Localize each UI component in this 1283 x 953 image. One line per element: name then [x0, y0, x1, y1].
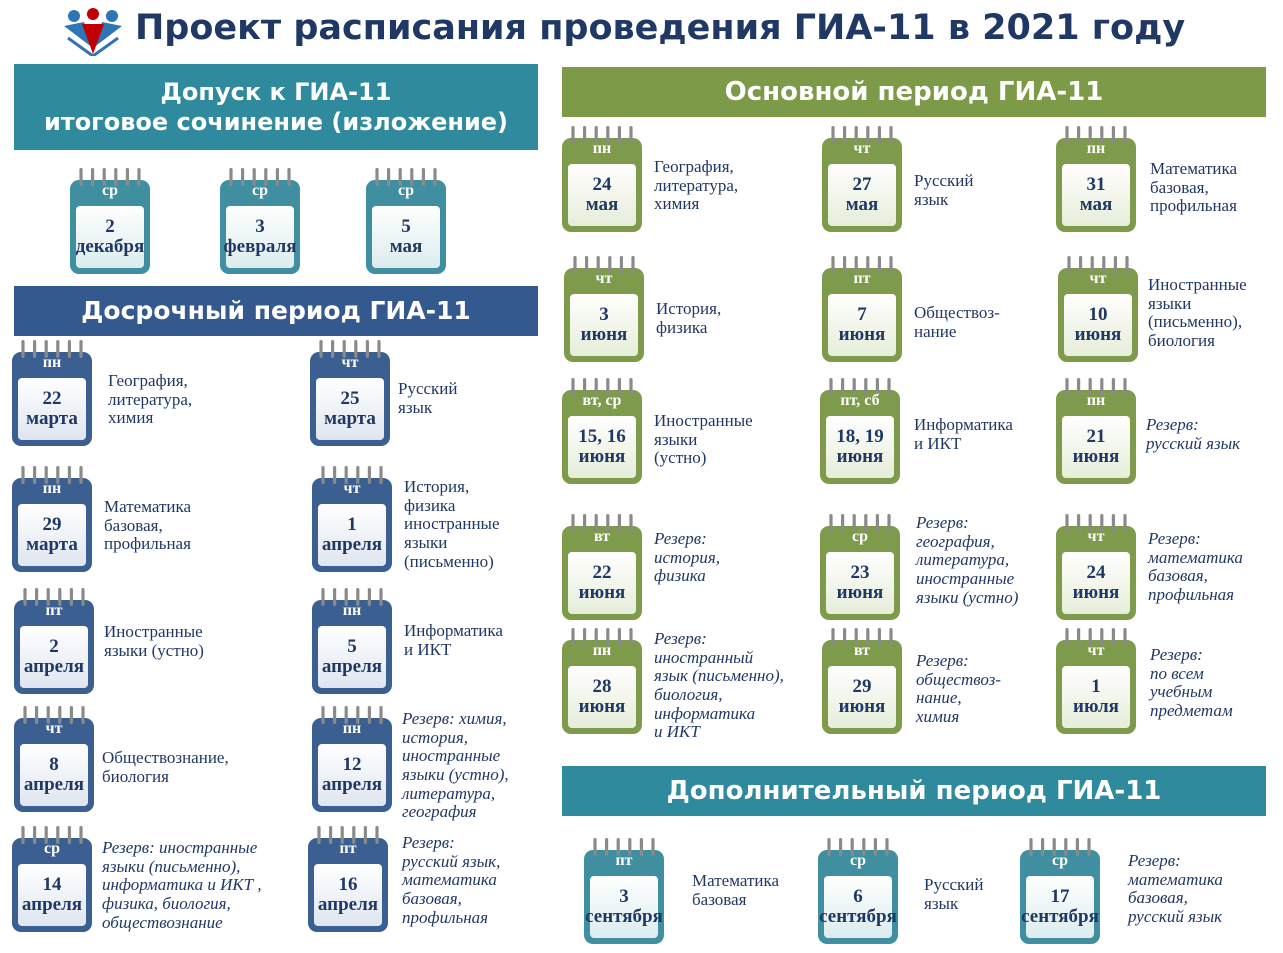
subject-line: Иностранные [654, 411, 753, 430]
month-name: июня [1072, 582, 1120, 603]
date-box [314, 864, 382, 926]
date-box [828, 294, 896, 356]
weekday-label: ср [852, 528, 868, 545]
main-subjects [1150, 646, 1233, 721]
main-calendar-card [820, 378, 900, 484]
month-name: марта [26, 408, 78, 429]
main-subjects [916, 514, 1018, 607]
main-calendar-card [562, 126, 642, 232]
main-calendar-card [1056, 378, 1136, 484]
day-number: 25 [340, 388, 360, 410]
additional-calendar-card [1020, 838, 1100, 944]
subject-line: обществоз- [916, 669, 1001, 689]
weekday-label: пн [592, 642, 612, 659]
early-calendar-card [312, 706, 392, 812]
main-calendar-card [562, 378, 642, 484]
subject-line: языки [654, 429, 698, 449]
weekday-label: пн [342, 602, 362, 619]
subject-line: Резерв: [916, 651, 969, 670]
day-number: 22 [42, 388, 62, 410]
day-number: 7 [857, 304, 867, 326]
day-number: 12 [342, 754, 362, 776]
early-subjects [102, 749, 229, 786]
day-number: 29 [852, 676, 872, 698]
subject-line: по всем [1150, 663, 1204, 683]
month-name: мая [1079, 194, 1113, 215]
day-number: 5 [401, 216, 411, 238]
early-subjects [104, 623, 204, 660]
additional-heading: Дополнительный период ГИА-11 [666, 775, 1162, 806]
day-number: 24 [1086, 562, 1106, 584]
subject-line: химия [916, 707, 960, 727]
subject-line: базовая, [1148, 566, 1208, 586]
weekday-label: пт [45, 602, 63, 619]
subject-line: Резерв: [916, 513, 969, 532]
day-number: 5 [347, 636, 357, 658]
early-subjects [402, 834, 500, 927]
main-calendar-card [822, 256, 902, 362]
main-banner [562, 67, 1266, 117]
subject-line: математика [1128, 869, 1223, 889]
main-subjects [914, 416, 1013, 453]
month-name: марта [26, 534, 78, 555]
day-number: 18, 19 [836, 426, 884, 448]
main-calendar-card [1056, 514, 1136, 620]
main-subjects [914, 172, 974, 209]
early-heading: Досрочный период ГИА-11 [81, 296, 471, 326]
subject-line: профильная [1150, 196, 1237, 216]
date-box [819, 876, 897, 938]
weekday-label: ср [44, 840, 60, 857]
subject-line: География, [108, 371, 188, 390]
subject-line: Обществоз- [914, 303, 1000, 322]
early-subjects [404, 478, 500, 571]
month-name: марта [324, 408, 376, 429]
date-box [568, 666, 636, 728]
subject-line: География, [654, 157, 734, 176]
weekday-label: пт [615, 852, 633, 869]
month-name: апреля [321, 774, 383, 795]
date-box [316, 378, 384, 440]
day-number: 21 [1086, 426, 1106, 448]
main-subjects [1148, 530, 1243, 605]
subject-line: информатика [654, 703, 756, 723]
date-box [20, 744, 88, 806]
month-name: июня [838, 696, 886, 717]
subject-line: нание, [916, 688, 962, 708]
subject-line: Русский [398, 379, 458, 398]
main-subjects [916, 652, 1001, 727]
month-name: июня [838, 324, 886, 345]
month-name: сентября [819, 906, 897, 927]
date-box [568, 416, 636, 478]
date-box [568, 164, 636, 226]
subject-line: Резерв: химия, [402, 709, 507, 728]
day-number: 2 [105, 216, 115, 238]
subject-line: язык (письменно), [654, 666, 784, 686]
subject-line: математика [1148, 547, 1243, 567]
day-number: 29 [42, 514, 62, 536]
weekday-label: пт [339, 840, 357, 857]
weekday-label: чт [1089, 270, 1107, 287]
date-box [318, 626, 386, 688]
day-number: 1 [347, 514, 357, 536]
subject-line: иностранные [404, 514, 500, 534]
additional-subjects [924, 876, 984, 913]
date-box [1021, 876, 1099, 938]
admission-calendar-card [70, 168, 150, 274]
subject-line: информатика и ИКТ , [102, 875, 262, 895]
subject-line: Резерв: [1150, 645, 1203, 664]
day-number: 14 [42, 874, 62, 896]
month-name: апреля [317, 894, 379, 915]
weekday-label: ср [252, 182, 268, 199]
subject-line: биология, [654, 685, 723, 705]
day-number: 22 [592, 562, 612, 584]
weekday-label: ср [102, 182, 118, 199]
subject-line: языки (письменно), [102, 856, 241, 876]
admission-heading-line1: Допуск к ГИА-11 [160, 78, 392, 106]
date-box [18, 378, 86, 440]
weekday-label: пн [592, 140, 612, 157]
early-subjects [402, 710, 509, 822]
subject-line: химия [108, 408, 154, 428]
weekday-label: пн [342, 720, 362, 737]
month-name: апреля [23, 774, 85, 795]
main-subjects [654, 530, 720, 586]
month-name: сентября [585, 906, 663, 927]
month-name: мая [845, 194, 879, 215]
month-name: апреля [321, 534, 383, 555]
subject-line: физика, биология, [102, 894, 231, 914]
subject-line: профильная [1148, 585, 1235, 605]
main-subjects [654, 630, 784, 742]
additional-calendar-card [818, 838, 898, 944]
subject-line: языки [404, 533, 448, 553]
subject-line: базовая, [402, 889, 462, 909]
subject-line: литература, [108, 389, 193, 409]
day-number: 16 [338, 874, 358, 896]
month-name: июля [1073, 696, 1119, 717]
date-box [826, 552, 894, 614]
early-calendar-card [312, 466, 392, 572]
main-calendar-card [822, 126, 902, 232]
weekday-label: пн [42, 354, 62, 371]
subject-line: Резерв: [402, 833, 455, 852]
date-box [585, 876, 663, 938]
subject-line: иностранные [916, 569, 1015, 589]
subject-line: и ИКТ [914, 433, 962, 453]
day-number: 8 [49, 754, 59, 776]
weekday-label: чт [853, 140, 871, 157]
subject-line: язык [914, 189, 949, 209]
main-subjects [656, 300, 721, 337]
date-box [1064, 294, 1132, 356]
subject-line: Обществознание, [102, 748, 229, 767]
subject-line: Резерв: [1128, 851, 1181, 870]
main-subjects [654, 412, 753, 468]
weekday-label: чт [1087, 642, 1105, 659]
date-box [1062, 416, 1130, 478]
subject-line: языки (устно) [104, 640, 204, 660]
month-name: июня [836, 446, 884, 467]
subject-line: Математика [104, 497, 192, 516]
date-box [372, 206, 440, 268]
day-number: 23 [850, 562, 870, 584]
subject-line: (устно) [654, 448, 707, 468]
subject-line: базовая, [1128, 888, 1188, 908]
subject-line: Иностранные [1148, 275, 1247, 294]
month-name: июня [1072, 446, 1120, 467]
date-box [1062, 164, 1130, 226]
month-name: июня [836, 582, 884, 603]
day-number: 3 [619, 886, 629, 908]
subject-line: язык [398, 397, 433, 417]
date-box [318, 744, 386, 806]
admission-heading-line2: итоговое сочинение (изложение) [43, 108, 509, 136]
weekday-label: чт [1087, 528, 1105, 545]
day-number: 31 [1086, 174, 1106, 196]
early-subjects [108, 372, 192, 428]
weekday-label: ср [1052, 852, 1068, 869]
subject-line: физика [654, 566, 706, 586]
subject-line: Русский [924, 875, 984, 894]
weekday-label: чт [595, 270, 613, 287]
subject-line: химия [654, 194, 700, 214]
main-calendar-card [562, 628, 642, 734]
subject-line: биология [1148, 331, 1215, 351]
weekday-label: ср [850, 852, 866, 869]
main-calendar-card [1056, 628, 1136, 734]
subject-line: учебным [1150, 682, 1213, 702]
month-name: июня [1074, 324, 1122, 345]
date-box [18, 504, 86, 566]
early-calendar-card [12, 826, 92, 932]
subject-line: базовая, [1150, 177, 1209, 197]
subject-line: Резерв: [654, 629, 707, 648]
day-number: 17 [1050, 886, 1070, 908]
subject-line: обществознание [102, 912, 223, 932]
date-box [828, 164, 896, 226]
subject-line: языки (устно), [402, 765, 509, 785]
weekday-label: вт [853, 642, 871, 659]
subject-line: (письменно), [1148, 312, 1243, 332]
day-number: 24 [592, 174, 612, 196]
subject-line: русский язык [1146, 433, 1241, 453]
subject-line: Математика [1150, 159, 1238, 178]
month-name: июня [578, 582, 626, 603]
main-calendar-card [1056, 126, 1136, 232]
main-subjects [1146, 416, 1240, 453]
date-box [76, 206, 144, 268]
subject-line: литература, [916, 550, 1010, 570]
month-name: апреля [23, 656, 85, 677]
weekday-label: пн [1086, 392, 1106, 409]
subject-line: Информатика [404, 621, 503, 640]
subject-line: нание [914, 321, 957, 341]
subject-line: история, [402, 727, 468, 747]
early-calendar-card [12, 340, 92, 446]
subject-line: язык [924, 893, 959, 913]
day-number: 27 [852, 174, 872, 196]
day-number: 3 [255, 216, 265, 238]
day-number: 1 [1091, 676, 1101, 698]
subject-line: Русский [914, 171, 974, 190]
subject-line: литература, [654, 175, 739, 195]
date-box [568, 552, 636, 614]
month-name: декабря [75, 236, 145, 257]
additional-subjects [1128, 852, 1223, 927]
subject-line: математика [402, 870, 497, 890]
early-subjects [404, 622, 503, 659]
day-number: 15, 16 [578, 426, 626, 448]
main-subjects [914, 304, 1000, 341]
subject-line: русский язык [1128, 907, 1223, 927]
date-box [18, 864, 86, 926]
subject-line: Информатика [914, 415, 1013, 434]
main-calendar-card [562, 514, 642, 620]
date-box [20, 626, 88, 688]
subject-line: Математика [692, 871, 780, 890]
weekday-label: чт [341, 354, 359, 371]
additional-banner [562, 766, 1266, 816]
weekday-label: пт [853, 270, 871, 287]
subject-line: Резерв: иностранные [102, 838, 258, 857]
month-name: апреля [321, 656, 383, 677]
subject-line: география, [916, 531, 995, 551]
day-number: 10 [1088, 304, 1108, 326]
date-box [1062, 552, 1130, 614]
main-subjects [1148, 276, 1247, 351]
weekday-label: вт, ср [582, 392, 622, 409]
weekday-label: пн [1086, 140, 1106, 157]
month-name: июня [578, 696, 626, 717]
weekday-label: пн [42, 480, 62, 497]
date-box [826, 416, 894, 478]
subject-line: Иностранные [104, 622, 203, 641]
subject-line: Резерв: [1146, 415, 1199, 434]
main-calendar-card [1058, 256, 1138, 362]
subject-line: (письменно) [404, 551, 494, 571]
day-number: 3 [599, 304, 609, 326]
main-calendar-card [564, 256, 644, 362]
subject-line: профильная [104, 534, 191, 554]
subject-line: история, [654, 547, 720, 567]
date-box [318, 504, 386, 566]
subject-line: профильная [402, 907, 489, 927]
main-calendar-card [820, 514, 900, 620]
main-heading: Основной период ГИА-11 [724, 76, 1104, 107]
weekday-label: ср [398, 182, 414, 199]
subject-line: История, [656, 299, 722, 318]
admission-banner [14, 64, 538, 150]
subject-line: иностранные [402, 746, 501, 766]
early-subjects [104, 498, 191, 554]
early-subjects [102, 839, 262, 932]
subject-line: языки [1148, 293, 1192, 313]
weekday-label: пт, сб [840, 392, 880, 409]
month-name: апреля [21, 894, 83, 915]
subject-line: и ИКТ [404, 639, 452, 659]
date-box [570, 294, 638, 356]
day-number: 28 [592, 676, 612, 698]
month-name: мая [585, 194, 619, 215]
early-calendar-card [308, 826, 388, 932]
subject-line: иностранный [654, 647, 754, 667]
admission-calendar-card [220, 168, 300, 274]
subject-line: физика [404, 495, 456, 515]
month-name: июня [578, 446, 626, 467]
early-calendar-card [12, 466, 92, 572]
subject-line: Резерв: [1148, 529, 1201, 548]
early-calendar-card [14, 588, 94, 694]
subject-line: литература, [402, 783, 496, 803]
subject-line: и ИКТ [654, 722, 700, 742]
day-number: 2 [49, 636, 59, 658]
weekday-label: чт [343, 480, 361, 497]
month-name: сентября [1021, 906, 1099, 927]
logo-icon [60, 8, 126, 56]
admission-calendar-card [366, 168, 446, 274]
date-box [828, 666, 896, 728]
additional-calendar-card [584, 838, 664, 944]
early-banner [14, 286, 538, 336]
main-calendar-card [822, 628, 902, 734]
subject-line: базовая [692, 889, 747, 909]
early-calendar-card [310, 340, 390, 446]
page-title: Проект расписания проведения ГИА-11 в 2021 году [135, 8, 1186, 48]
weekday-label: вт [593, 528, 611, 545]
main-subjects [654, 158, 738, 214]
subject-line: география [402, 802, 477, 822]
date-box [223, 206, 297, 268]
subject-line: История, [404, 477, 470, 496]
early-subjects [398, 380, 458, 417]
additional-subjects [692, 872, 779, 909]
subject-line: физика [656, 317, 708, 337]
subject-line: предметам [1150, 701, 1233, 721]
early-calendar-card [312, 588, 392, 694]
month-name: июня [580, 324, 628, 345]
month-name: февраля [223, 236, 297, 257]
date-box [1062, 666, 1130, 728]
subject-line: базовая, [104, 515, 163, 535]
subject-line: русский язык, [402, 851, 501, 871]
main-subjects [1150, 160, 1237, 216]
month-name: мая [389, 236, 423, 257]
weekday-label: чт [45, 720, 63, 737]
early-calendar-card [14, 706, 94, 812]
day-number: 6 [853, 886, 863, 908]
subject-line: биология [102, 766, 169, 786]
subject-line: Резерв: [654, 529, 707, 548]
subject-line: языки (устно) [916, 587, 1019, 607]
